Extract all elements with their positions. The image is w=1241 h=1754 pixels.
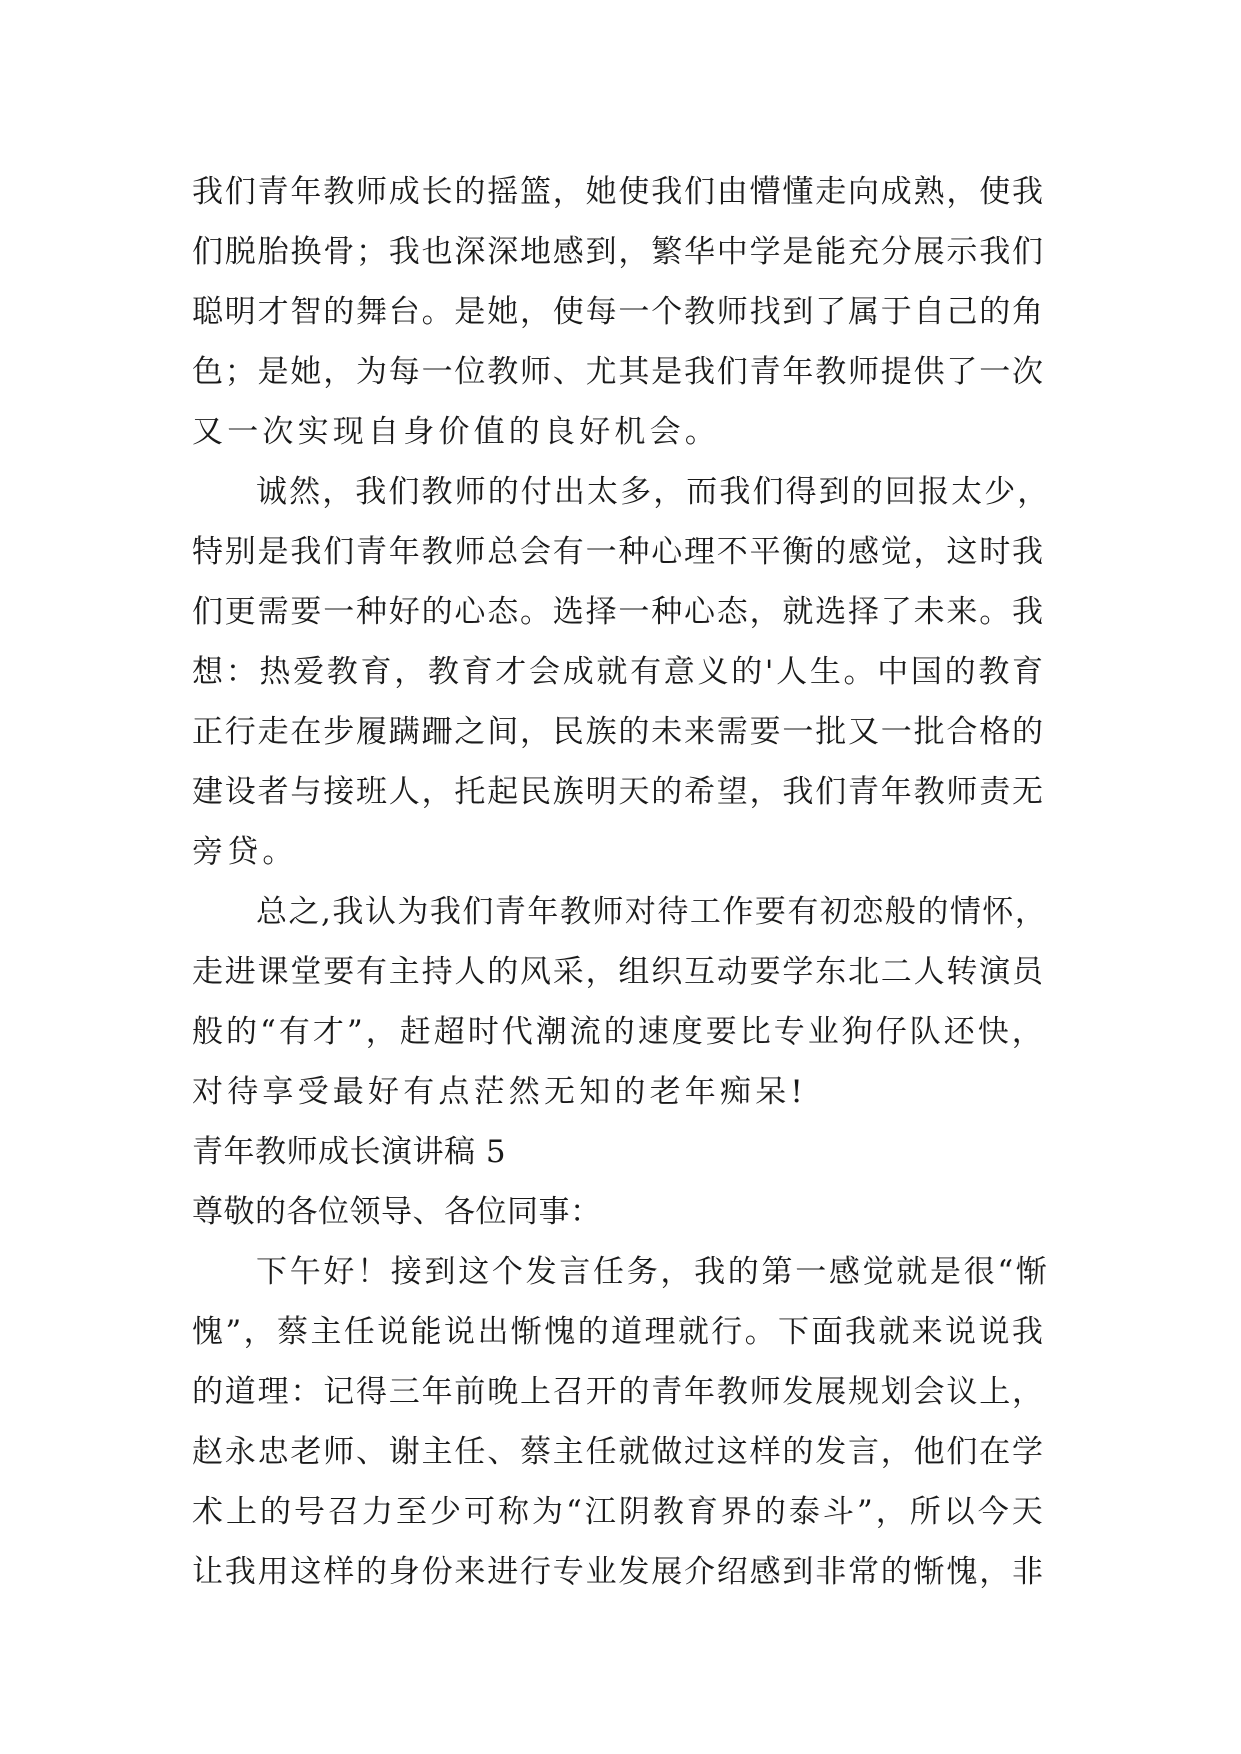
text-line: 般的“有才”，赶超时代潮流的速度要比专业狗仔队还快， xyxy=(192,1014,1046,1050)
salutation: 尊敬的各位领导、各位同事： xyxy=(192,1194,602,1230)
text-line: 术上的号召力至少可称为“江阴教育界的泰斗”，所以今天 xyxy=(192,1494,1046,1530)
text-line: 特别是我们青年教师总会有一种心理不平衡的感觉，这时我 xyxy=(192,534,1045,570)
text-line: 对待享受最好有点茫然无知的老年痴呆! xyxy=(192,1074,808,1110)
text-line: 想：热爱教育，教育才会成就有意义的'人生。中国的教育 xyxy=(192,654,1046,690)
text-line: 旁贷。 xyxy=(192,834,298,870)
text-line: 们脱胎换骨；我也深深地感到，繁华中学是能充分展示我们 xyxy=(192,234,1045,270)
document-body xyxy=(192,162,1052,1602)
paragraph-3 xyxy=(192,882,1052,1122)
text-line: 愧”，蔡主任说能说出惭愧的道理就行。下面我就来说说我 xyxy=(192,1314,1046,1350)
text-line: 聪明才智的舞台。是她，使每一个教师找到了属于自己的角 xyxy=(192,294,1045,330)
text-line: 下午好！接到这个发言任务，我的第一感觉就是很“惭 xyxy=(256,1254,1050,1290)
text-line: 我们青年教师成长的摇篮，她使我们由懵懂走向成熟，使我 xyxy=(192,174,1045,210)
text-line: 诚然，我们教师的付出太多，而我们得到的回报太少， xyxy=(256,474,1051,510)
text-line: 让我用这样的身份来进行专业发展介绍感到非常的惭愧，非 xyxy=(192,1554,1045,1590)
text-line: 又一次实现自身价值的良好机会。 xyxy=(192,414,720,450)
text-line: 色；是她，为每一位教师、尤其是我们青年教师提供了一次 xyxy=(192,354,1045,390)
text-line: 们更需要一种好的心态。选择一种心态，就选择了未来。我 xyxy=(192,594,1045,630)
text-line: 的道理：记得三年前晚上召开的青年教师发展规划会议上， xyxy=(192,1374,1045,1410)
paragraph-1 xyxy=(192,162,1052,462)
text-line: 正行走在步履蹒跚之间，民族的未来需要一批又一批合格的 xyxy=(192,714,1045,750)
section-title: 青年教师成长演讲稿 5 xyxy=(192,1134,507,1170)
paragraph-2 xyxy=(192,462,1052,882)
speech-paragraph xyxy=(192,1242,1052,1602)
text-line: 总之,我认为我们青年教师对待工作要有初恋般的情怀， xyxy=(256,894,1048,930)
text-line: 赵永忠老师、谢主任、蔡主任就做过这样的发言，他们在学 xyxy=(192,1434,1045,1470)
text-line: 走进课堂要有主持人的风采，组织互动要学东北二人转演员 xyxy=(192,954,1045,990)
text-line: 建设者与接班人，托起民族明天的希望，我们青年教师责无 xyxy=(192,774,1045,810)
